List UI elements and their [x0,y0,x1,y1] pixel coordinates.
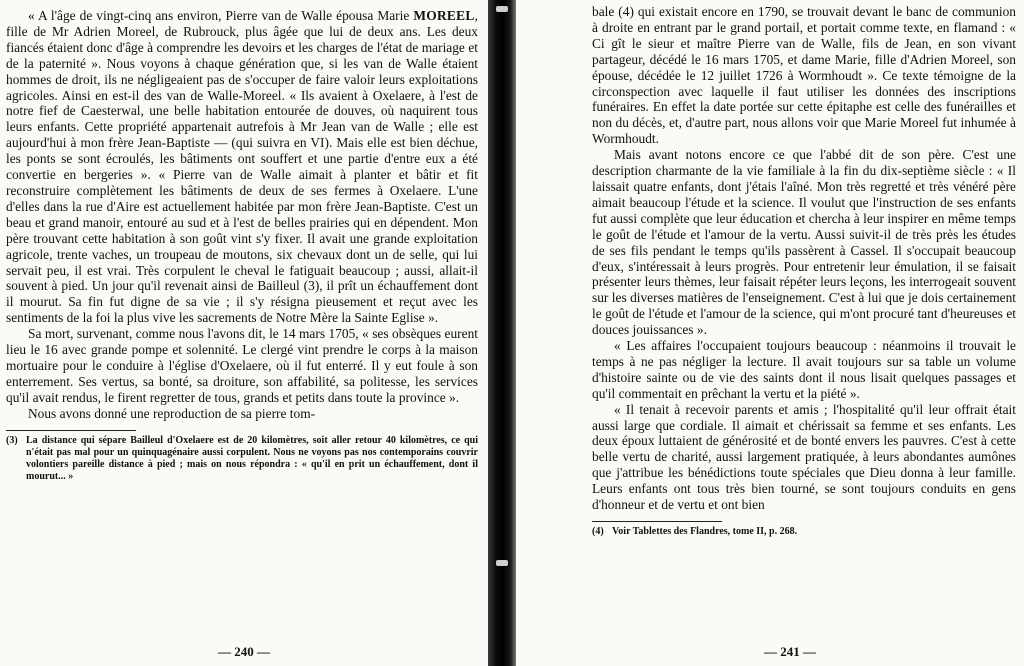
right-paragraph-3: « Les affaires l'occupaient toujours beaucoup : néanmoins il trouvait le temps à ne pas négliger la lecture. Il avait toujours sur sa table un volume d'histoire sainte ou de vie des saints dont il nous lisait quelques passages et qu'il commentait en prêchant la vertu et la piété ». [592,338,1016,401]
page-number-right: — 241 — [764,644,816,659]
right-page [516,0,1024,666]
right-footnote [592,526,1016,538]
footnote-number: (3) [6,434,18,446]
spine-clip-top [496,6,508,12]
spine-clip-bottom [496,560,508,566]
right-paragraph-2: Mais avant notons encore ce que l'abbé dit de son père. C'est une description charmante de la vie familiale à la fin du dix-septième siècle : « Il laissait quatre enfants, dont j'étais l'aîné. Mon très regretté et très vénéré père aimait beaucoup l'étude et la science. Il voulut que l'instruction de ses enfants fut aussi complète que leur éducation et chercha à leur inspirer en même temps le goût de l'étude et l'amour de la vertu. Aussi suivit-il de très près les études de ses fils pendant le temps qu'ils passèrent à Cassel. Il s'occupait beaucoup d'eux, s'intéressait à leurs progrès. Pour entretenir leur émulation, il se faisait présenter leurs thèmes, leur faisait répéter leurs leçons, les interrogeait souvent sur les diverses matières de l'enseignement. C'est à lui que je dois certainement le goût de l'étude et l'amour de la science, qui m'ont procuré tant d'heureuses et douces jouissances ». [592,147,1016,338]
footnote-text: Voir Tablettes des Flandres, tome II, p. 268. [612,526,798,537]
right-paragraph-4: « Il tenait à recevoir parents et amis ; l'hospitalité qu'il leur offrait était aussi large que cordiale. Il aimait et chérissait sa femme et ses enfants. Les deux époux luttaient de générosité et de bonté envers les pauvres. C'est à cette belle vertu de charité, aussi largement pratiquée, à leurs abondantes aumônes que j'attribue les bénédictions toute spéciales que Dieu donna à leur famille. Leurs enfants ont tous très bien tourné, se sont toujours conduits en gens d'honneur et de vertu et ont bien [592,401,1016,513]
left-paragraph-2: Sa mort, survenant, comme nous l'avons dit, le 14 mars 1705, « ses obsèques eurent lieu le 16 avec grande pompe et solennité. Le clergé vint prendre le corps à la maison mortuaire pour le conduire à l'église d'Oxelaere, où il fut enterré. Il y eut foule à son enterrement. Ses vertus, sa bonté, sa droiture, son affabilité, sa politesse, les services qu'il avait rendus, le firent regretter de tous, grands et petits dans toute la province ». [6,326,478,405]
left-paragraph-3: Nous avons donné une reproduction de sa pierre tom- [28,405,316,421]
footnote-rule [592,521,722,522]
page-number-left: — 240 — [218,644,270,659]
left-paragraph-1: « A l'âge de vingt-cinq ans environ, Pierre van de Walle épousa Marie MOREEL, fille de Mr Adrien Moreel, de Rubrouck, plus âgée que lui de deux ans. Les deux fiancés étaient donc d'âge à comprendre les devoirs et les charges de l'état de mariage et de la paternité ». Nous voyons à chaque génération que, si les van de Walle étaient hommes de droit, ils ne négligeaient pas de s'occuper de faire valoir leurs exploitations agricoles. Ainsi en est-il des van de Walle-Moreel. « Ils avaient à Oxelaere, à l'est de notre fief de Caesterwal, une belle habitation entourée de douves, où naquirent tous leurs enfants. Cette propriété appartenait autrefois à Mr Jean van de Walle ; elle est aujourd'hui à mon frère Jean-Baptiste — (qui suivra en VI). Mais elle est bien déchue, les ponts se sont écroulés, les bâtiments ont souffert et une partie d'entre eux a été convertie en bergeries ». « Pierre van de Walle aimait à planter et bâtir et fit reconstruire complètement les bâtiments de deux de ses fermes à Oxelaere. L'une d'elles dans la rue d'Aire est actuellement habitée par mon frère Jean-Baptiste. C'est un beau et grand manoir, entouré au sud et à l'est de belles prairies qui en dépendent. Mon père trouvant cette habitation à son goût vint s'y fixer. Il avait une grande exploitation agricole, trente vaches, un troupeau de moutons, six chevaux dont un de selle, qui lui servait peu, il est vrai. Très corpulent le cheval le fatiguait beaucoup ; aussi, allait-il souvent à pied. Un jour qu'il revenait ainsi de Bailleul (3), il prît un échauffement dont il mourut. Sa fin fut digne de sa vie ; il s'y résigna pieusement et reçut avec les sentiments de la foi la plus vive les sacrements de Notre Mère la Sainte Eglise ». [6,8,478,326]
footnote-number: (4) [592,526,604,537]
left-page [0,0,488,666]
right-paragraph-1: bale (4) qui existait encore en 1790, se trouvait devant le banc de communion à droite en entrant par le grand portail, et portait comme texte, en flamand : « Ci gît le sieur et maître Pierre van de Walle, fils de Jean, en son vivant partageur, décédé le 16 mars 1705, et dame Marie, fille d'Adrien Moreel, son épouse, décédée le 12 juillet 1726 à Wormhoudt ». Ce texte témoigne de la circonspection avec laquelle il faut utiliser les données des inscriptions funéraires. En effet la date portée sur cette épitaphe est celle des funérailles et non du décès, et, d'autre part, nous allons voir que Marie Moreel fut inhumée à Wormhoudt. [592,4,1016,147]
surname-moreel: MOREEL [413,8,475,23]
right-body-text [592,4,1016,513]
left-body-text [6,8,478,422]
book-spine [488,0,516,666]
footnote-text: La distance qui sépare Bailleul d'Oxelaere est de 20 kilomètres, soit aller retour 40 kilomètres, ce qui n'était pas mal pour un quinquagénaire aussi corpulent. Nous ne voyons pas nos contemporains couvrir volontiers pareille distance à pied ; mais on nous répondra : « qu'il en prit un échauffement, dont il mourut... » [26,434,478,482]
footnote-rule [6,430,136,431]
left-footnote [6,435,478,483]
